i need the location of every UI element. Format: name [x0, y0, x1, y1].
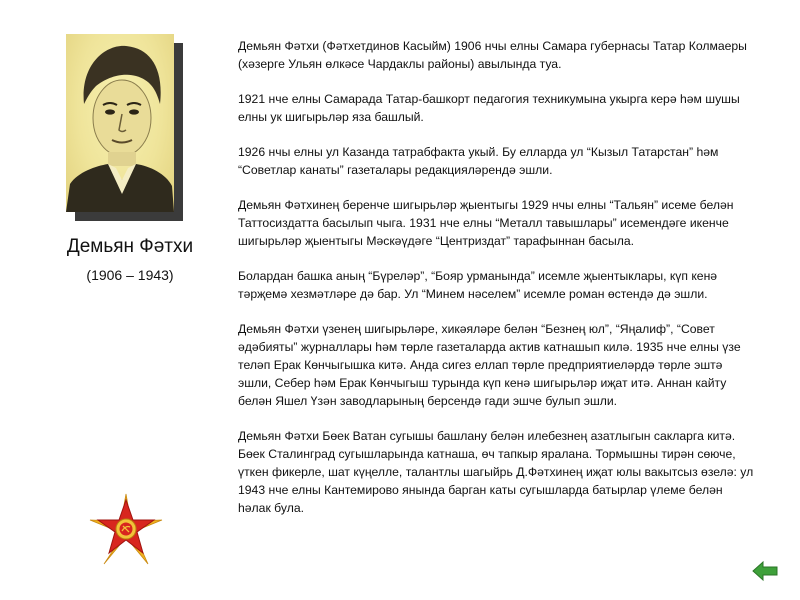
bio-paragraph: 1926 нчы елны ул Казанда татрабфакта укый. Бу елларда ул “Кызыл Татарстан” һәм “Советлар канаты” газеталары редакцияләрендә эшли.: [238, 145, 719, 177]
portrait-photo: [66, 34, 174, 212]
red-star-order-icon: [88, 492, 164, 568]
bio-paragraph: Демьян Фәтхинең беренче шигырьләр җыентыгы 1929 нчы елны “Тальян” исеме белән Таттосиздатта басылып чыга. 1931 нче елны “Металл тавышлары” исемендәге икенче шигырьләр җыентыгы Мәскәүдәге “Центриздат” тарафыннан басыла.: [238, 198, 734, 248]
bio-paragraph: Демьян Фәтхи (Фәтхетдинов Касыйм) 1906 нчы елны Самара губернасы Татар Колмаеры (хәзерге Ульян өлкәсе Чардаклы районы) авылында туа.: [238, 39, 747, 71]
person-years: (1906 – 1943): [86, 267, 174, 283]
bio-paragraph: Демьян Фәтхи Бөек Ватан сугышы башлану белән илебезнең азатлыгын сакларга китә. Бөек Сталинград сугышларында катнаша, өч тапкыр яралана. Тормышны тирән сөюче, үткен фикерле, шат күңелле, талантлы шагыйрь Д.Фәтхинең иҗат юлы вакытсыз өзелә: ул 1943 нче елны Кантемирово янында барган каты сугышларда батырлар үлеме белән һәлак була.: [238, 429, 754, 515]
biography-text: [238, 37, 758, 517]
portrait-figure: [66, 34, 174, 212]
person-name: Демьян Фәтхи: [66, 236, 194, 257]
back-arrow-icon[interactable]: [752, 560, 778, 582]
bio-paragraph: Болардан башка аның “Бүреләр”, “Бояр урманында” исемле җыентыклары, күп кенә тәрҗемә хезмәтләре дә бар. Ул “Минем нәселем” исемле роман өстендә дә эшли.: [238, 269, 718, 301]
bio-paragraph: 1921 нче елны Самарада Татар-башкорт педагогия техникумына укырга керә һәм шушы елны ук шигырьләр яза башлый.: [238, 92, 740, 124]
bio-paragraph: Демьян Фәтхи үзенең шигырьләре, хикәяләре белән “Безнең юл”, “Яңалиф”, “Совет әдәбияты” журналлары һәм төрле газеталарда актив катнашып килә. 1935 нче елны үзе теләп Ерак Көнчыгышка китә. Анда сигез еллап төрле предприятиеләрдә төрле эштә эшли, Себер һәм Ерак Көнчыгыш турында күп кенә шигырьләр иҗат итә. Аннан кайту белән Яшел Үзән заводларының берсендә гади эшче булып эшли.: [238, 322, 741, 408]
